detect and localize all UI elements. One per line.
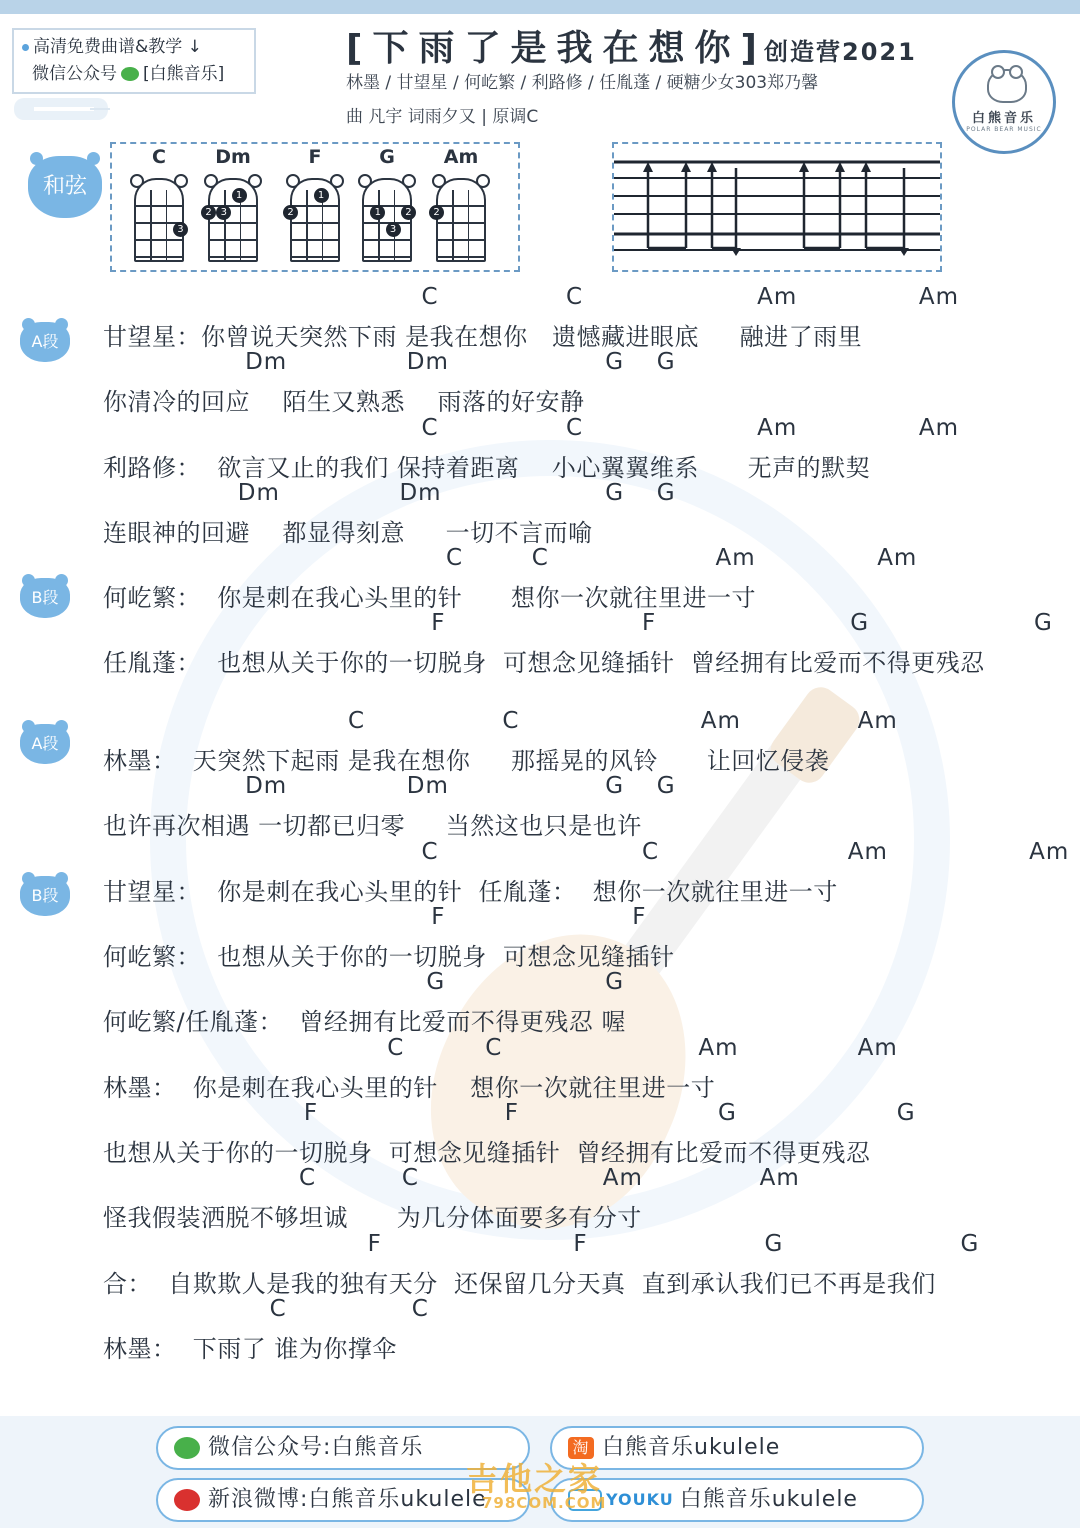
lyric-line: 任胤蓬： 也想从关于你的一切脱身 可想念见缝插针 曾经拥有比爱而不得更残忍: [103, 649, 985, 677]
finger-dot: 2: [201, 205, 216, 220]
chord-diagram-f: [284, 146, 346, 270]
wechat-icon: [121, 67, 139, 81]
finger-dot: 1: [370, 205, 385, 220]
lyric-line: 也许再次相遇 一切都已归零 当然这也只是也许: [103, 812, 642, 840]
promo-line-1: 高清免费曲谱&教学 ↓: [33, 37, 202, 57]
fret-line: [364, 256, 410, 258]
lyric-line: 何屹繁： 也想从关于你的一切脱身 可想念见缝插针: [103, 943, 675, 971]
lyric-line: 连眼神的回避 都显得刻意 一切不言而喻: [103, 519, 593, 547]
chord-label: C: [566, 284, 584, 310]
chord-label: C: [269, 1296, 287, 1322]
weibo-icon: [174, 1489, 200, 1511]
chord-label: C: [421, 284, 439, 310]
lyric-row: [0, 1100, 1080, 1172]
chord-label: G: [656, 349, 676, 375]
fretboard: [436, 178, 486, 262]
fret-line: [292, 205, 338, 207]
fret-line: [438, 222, 484, 224]
song-credits: 曲 凡宇 词雨夕又 | 原调C: [346, 107, 539, 127]
chord-label: G: [605, 349, 625, 375]
chord-label: C: [421, 415, 439, 441]
chord-label: Am: [918, 284, 959, 310]
chord-label: Dm: [245, 773, 288, 799]
lyric-line: 林墨： 你是刺在我心头里的针 想你一次就往里进一寸: [103, 1074, 716, 1102]
section-label: A段: [31, 332, 59, 351]
footer-wechat-text: 微信公众号:白熊音乐: [208, 1435, 424, 1460]
chord-name: Am: [443, 146, 479, 168]
finger-dot: 3: [386, 222, 401, 237]
chord-diagrams: [110, 142, 520, 272]
top-bar: [0, 0, 1080, 14]
chord-label: C: [299, 1165, 317, 1191]
chord-label: Dm: [245, 349, 288, 375]
chords-section-badge: [28, 156, 102, 218]
lyric-line: 林墨： 天突然下起雨 是我在想你 那摇晃的风铃 让回忆侵袭: [103, 747, 830, 775]
chord-label: Dm: [406, 349, 449, 375]
chord-label: C: [387, 1035, 405, 1061]
chord-label: F: [573, 1231, 588, 1257]
chord-label: F: [303, 1100, 319, 1126]
chord-label: C: [485, 1035, 503, 1061]
chord-label: C: [566, 415, 584, 441]
chord-label: Am: [847, 839, 888, 865]
lyric-line: 也想从关于你的一切脱身 可想念见缝插针 曾经拥有比爱而不得更残忍: [103, 1139, 871, 1167]
fret-line: [210, 222, 256, 224]
lyric-line: 怪我假装洒脱不够坦诚 为几分体面要多有分寸: [103, 1204, 642, 1232]
song-subtitle: 创造营2021: [764, 38, 917, 66]
chord-label: G: [426, 969, 446, 995]
chord-label: G: [850, 610, 870, 636]
finger-dot: 2: [283, 205, 298, 220]
fret-line: [136, 205, 182, 207]
strum-stroke-up: [899, 168, 909, 256]
lyric-row: [0, 1296, 1080, 1368]
chord-name: G: [379, 146, 395, 168]
fretboard: [362, 178, 412, 262]
fretboard: [134, 178, 184, 262]
chord-label: Am: [602, 1165, 643, 1191]
chord-label: Dm: [399, 480, 442, 506]
chord-label: F: [642, 610, 657, 636]
fret-line: [210, 256, 256, 258]
lyric-line: 你清冷的回应 陌生又熟悉 雨落的好安静: [103, 388, 585, 416]
chord-label: C: [401, 1165, 419, 1191]
strum-pattern: [612, 142, 942, 272]
polar-bear-logo: [952, 50, 1056, 154]
chord-name: F: [308, 146, 322, 168]
chord-label: G: [1034, 610, 1053, 636]
artist-list: 林墨 / 甘望星 / 何屹繁 / 利路修 / 任胤蓬 / 硬糖少女303郑乃馨: [346, 73, 819, 93]
fret-line: [364, 239, 410, 241]
chord-label: G: [656, 480, 676, 506]
chord-label: Am: [918, 415, 959, 441]
logo-en: POLAR BEAR MUSIC: [966, 126, 1042, 133]
fret-line: [210, 205, 256, 207]
footer-video-text: 白熊音乐ukulele: [679, 1487, 858, 1512]
promo-line-2-tail: [白熊音乐]: [143, 64, 225, 84]
lyric-row: [0, 284, 1080, 356]
chord-label: G: [960, 1231, 980, 1257]
promo-line-2: 微信公众号: [32, 64, 117, 84]
lyric-line: 利路修： 欲言又止的我们 保持着距离 小心翼翼维系 无声的默契: [103, 454, 871, 482]
chord-diagram-dm: [202, 146, 264, 270]
fret-line: [438, 205, 484, 207]
strum-pattern-svg: [614, 144, 944, 274]
string-line: [468, 190, 470, 260]
footer-taobao-text: 白熊音乐ukulele: [602, 1435, 781, 1460]
chord-label: Am: [757, 415, 798, 441]
chord-label: F: [504, 1100, 520, 1126]
chord-label: Am: [877, 545, 918, 571]
site-watermark-url: 798COM.COM: [482, 1494, 607, 1512]
string-line: [378, 190, 380, 260]
chord-name: C: [152, 146, 166, 168]
string-line: [306, 190, 308, 260]
chord-label: F: [632, 904, 647, 930]
chord-label: G: [717, 1100, 737, 1126]
lyric-row: [0, 773, 1080, 845]
logo-cn: 白熊音乐: [971, 111, 1036, 126]
chord-label: Dm: [237, 480, 280, 506]
chord-diagram-c: [128, 146, 190, 270]
bear-icon: [987, 69, 1027, 103]
promo-box: [12, 28, 256, 94]
lyric-line: 何屹繁： 你是刺在我心头里的针 想你一次就往里进一寸: [103, 584, 757, 612]
fret-line: [292, 222, 338, 224]
lyric-line: 何屹繁/任胤蓬： 曾经拥有比爱而不得更残忍 喔: [103, 1008, 626, 1036]
chord-label: C: [446, 545, 464, 571]
chord-label: C: [502, 708, 520, 734]
finger-dot: 1: [232, 188, 247, 203]
chord-label: Am: [759, 1165, 800, 1191]
string-line: [166, 190, 168, 260]
chord-label: G: [656, 773, 676, 799]
divider: [90, 108, 110, 110]
chord-label: F: [431, 610, 446, 636]
chord-label: Am: [857, 1035, 898, 1061]
string-line: [452, 190, 454, 260]
chord-label: G: [605, 969, 625, 995]
lyric-row: [0, 1165, 1080, 1237]
chord-label: Am: [857, 708, 898, 734]
string-line: [224, 190, 226, 260]
chord-label: Am: [698, 1035, 739, 1061]
lyric-line: 甘望星： 你是刺在我心头里的针 任胤蓬： 想你一次就往里进一寸: [103, 878, 838, 906]
chord-label: G: [605, 773, 625, 799]
chord-label: F: [431, 904, 446, 930]
chord-label: G: [896, 1100, 916, 1126]
lyric-line: 林墨： 下雨了 谁为你撑伞: [103, 1335, 397, 1363]
chord-name: Dm: [215, 146, 251, 168]
fret-line: [364, 222, 410, 224]
lyric-row: [0, 415, 1080, 487]
lyric-line: 甘望星：你曾说天突然下雨 是我在想你 遗憾藏进眼底 融进了雨里: [103, 323, 863, 351]
footer-weibo-text: 新浪微博:白熊音乐ukulele: [208, 1487, 487, 1512]
chord-label: C: [411, 1296, 429, 1322]
lyric-row: [0, 610, 1080, 682]
song-title: [下雨了是我在想你]: [346, 28, 767, 69]
section-label: B段: [31, 588, 59, 607]
lyric-row: [0, 1035, 1080, 1107]
strum-stroke-up: [731, 168, 741, 256]
finger-dot: 3: [216, 205, 231, 220]
chord-label: C: [348, 708, 366, 734]
chord-label: Am: [1029, 839, 1070, 865]
youku-logo: YOUKU: [606, 1490, 674, 1509]
finger-dot: 2: [401, 205, 416, 220]
taobao-icon: 淘: [568, 1437, 594, 1459]
finger-dot: 1: [314, 188, 329, 203]
chord-label: Dm: [406, 773, 449, 799]
lyric-line: 合： 自欺欺人是我的独有天分 还保留几分天真 直到承认我们已不再是我们: [103, 1270, 936, 1298]
chord-label: C: [421, 839, 439, 865]
lyric-row: [0, 904, 1080, 976]
chord-label: C: [642, 839, 660, 865]
lyric-row: [0, 969, 1080, 1041]
wechat-icon: [174, 1437, 200, 1459]
section-label: A段: [31, 734, 59, 753]
chord-diagram-am: [430, 146, 492, 270]
fret-line: [438, 256, 484, 258]
fret-line: [438, 239, 484, 241]
chord-label: Am: [757, 284, 798, 310]
chord-label: Am: [700, 708, 741, 734]
section-label: B段: [31, 886, 59, 905]
fret-line: [136, 256, 182, 258]
finger-dot: 3: [173, 222, 188, 237]
lyric-row: [0, 1231, 1080, 1303]
footer-taobao[interactable]: [550, 1426, 924, 1470]
fret-line: [292, 239, 338, 241]
chord-label: C: [531, 545, 549, 571]
chord-label: Am: [715, 545, 756, 571]
chord-label: F: [367, 1231, 382, 1257]
lyric-row: [0, 708, 1080, 780]
chord-label: G: [764, 1231, 784, 1257]
bullet-icon: [22, 44, 29, 51]
site-watermark: 吉他之家: [466, 1460, 603, 1498]
fret-line: [210, 239, 256, 241]
finger-dot: 2: [429, 205, 444, 220]
chord-diagram-g: [356, 146, 418, 270]
chord-label: G: [605, 480, 625, 506]
lyric-row: [0, 480, 1080, 552]
string-line: [150, 190, 152, 260]
lyric-row: [0, 545, 1080, 617]
fret-line: [136, 239, 182, 241]
chords-section-label: 和弦: [42, 174, 87, 199]
lyric-row: [0, 839, 1080, 911]
fret-line: [292, 256, 338, 258]
lyric-row: [0, 349, 1080, 421]
